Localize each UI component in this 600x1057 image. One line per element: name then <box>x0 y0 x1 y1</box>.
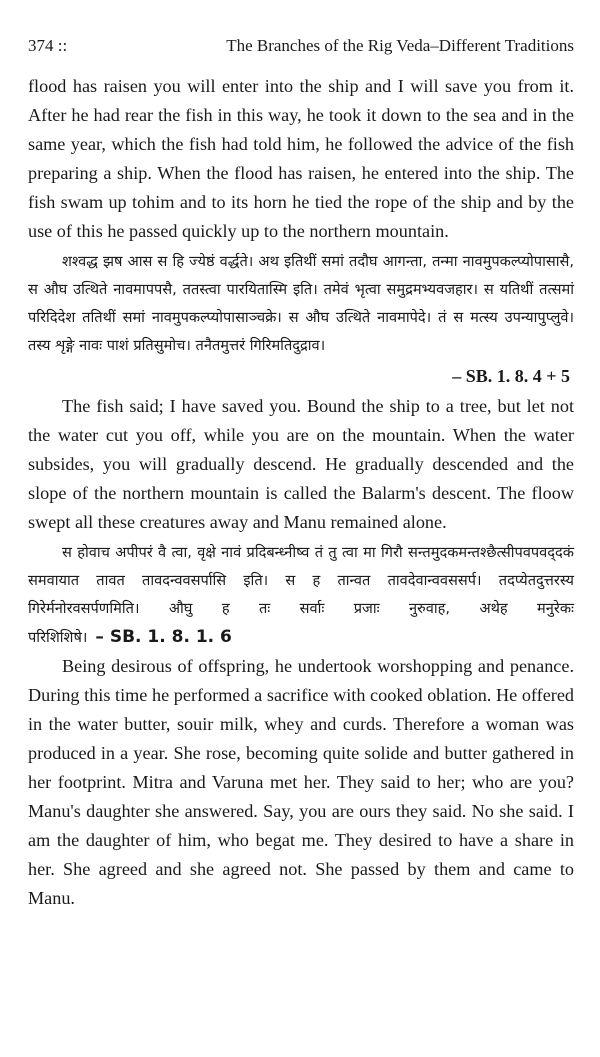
citation-2: – SB. 1. 8. 1. 6 <box>95 627 232 647</box>
page-header <box>28 36 574 56</box>
citation-1: – SB. 1. 8. 4 + 5 <box>452 366 570 386</box>
page-number: 374 :: <box>28 36 68 55</box>
document-page <box>28 36 574 913</box>
paragraph-1: flood has raisen you will enter into the ship and I will save you from it. After he had rear the fish in this way, he took it down to the sea and in the same year, which the fish had told him, he followed the advice of the fish preparing a ship. When the flood has raisen, he entered into the ship. The fish swam up tohim and to its horn he tied the rope of the ship and by the use of this he passed quickly up to the northern mountain. <box>28 76 574 241</box>
sanskrit-verse-2 <box>28 539 574 652</box>
running-title: The Branches of the Rig Veda–Different Traditions <box>226 36 574 55</box>
sanskrit-verse-2-text: स होवाच अपीपरं वै त्वा, वृक्षे नावं प्रदिबन्ध्नीष्व तं तु त्वा मा गिरौ सन्तमुदकमन्तश्छैत्सीपवपवद्‌दकं समवायात तावत तावदन्ववसर्पासि इति। स ह तान्वत तावदेवान्ववससर्प। तदप्येतदुत्तरस्य गिरेर्मनोरवसर्पणमिति। औघु ह तः सर्वाः प्रजाः नुरुवाह, अथेह मनुरेकः परिशिशिषे। <box>28 544 574 646</box>
sanskrit-verse-1: शश्वद्ध झष आस स हि ज्येष्ठं वर्द्धते। अथ इतिथीं समां तदौघ आगन्ता, तन्मा नावमुपकल्प्योपासासै, स औघ उत्थिते नावमापपसै, ततस्त्वा पारयितास्मि इति। तमेवं भृत्वा समुद्रमभ्यवजहार। स यतिथीं तत्समां परिदिदेश ततिथीं समां नावमुपकल्प्योपासाञ्चक्रे। स औघ उत्थिते नावमापेदे। तं स मत्स्य उपन्यापुप्लुवे। तस्य शृङ्गे नावः पाशं प्रतिसुमोच। तनैतमुत्तरं गिरिमतिदुद्राव। <box>28 253 574 354</box>
paragraph-3: Being desirous of offspring, he undertook worshopping and penance. During this time he performed a sacrifice with cooked oblation. He offered in the water butter, souir milk, whey and curds. Therefore a woman was produced in a year. She rose, becoming quite solide and butter gathered in her footprint. Mitra and Varuna met her. They said to her; who are you? Manu's daughter she answered. Say, you are ours they said. No she said. I am the daughter of him, who begat me. They desired to have a share in her. She agreed and she agreed not. She passed by them and came to Manu. <box>28 656 574 908</box>
paragraph-2: The fish said; I have saved you. Bound the ship to a tree, but let not the water cut you off, while you are on the mountain. When the water subsides, you will gradually descend. He gradually descended and the slope of the northern mountain is called the Balarm's descent. The floow swept all these creatures away and Manu remained alone. <box>28 396 574 532</box>
